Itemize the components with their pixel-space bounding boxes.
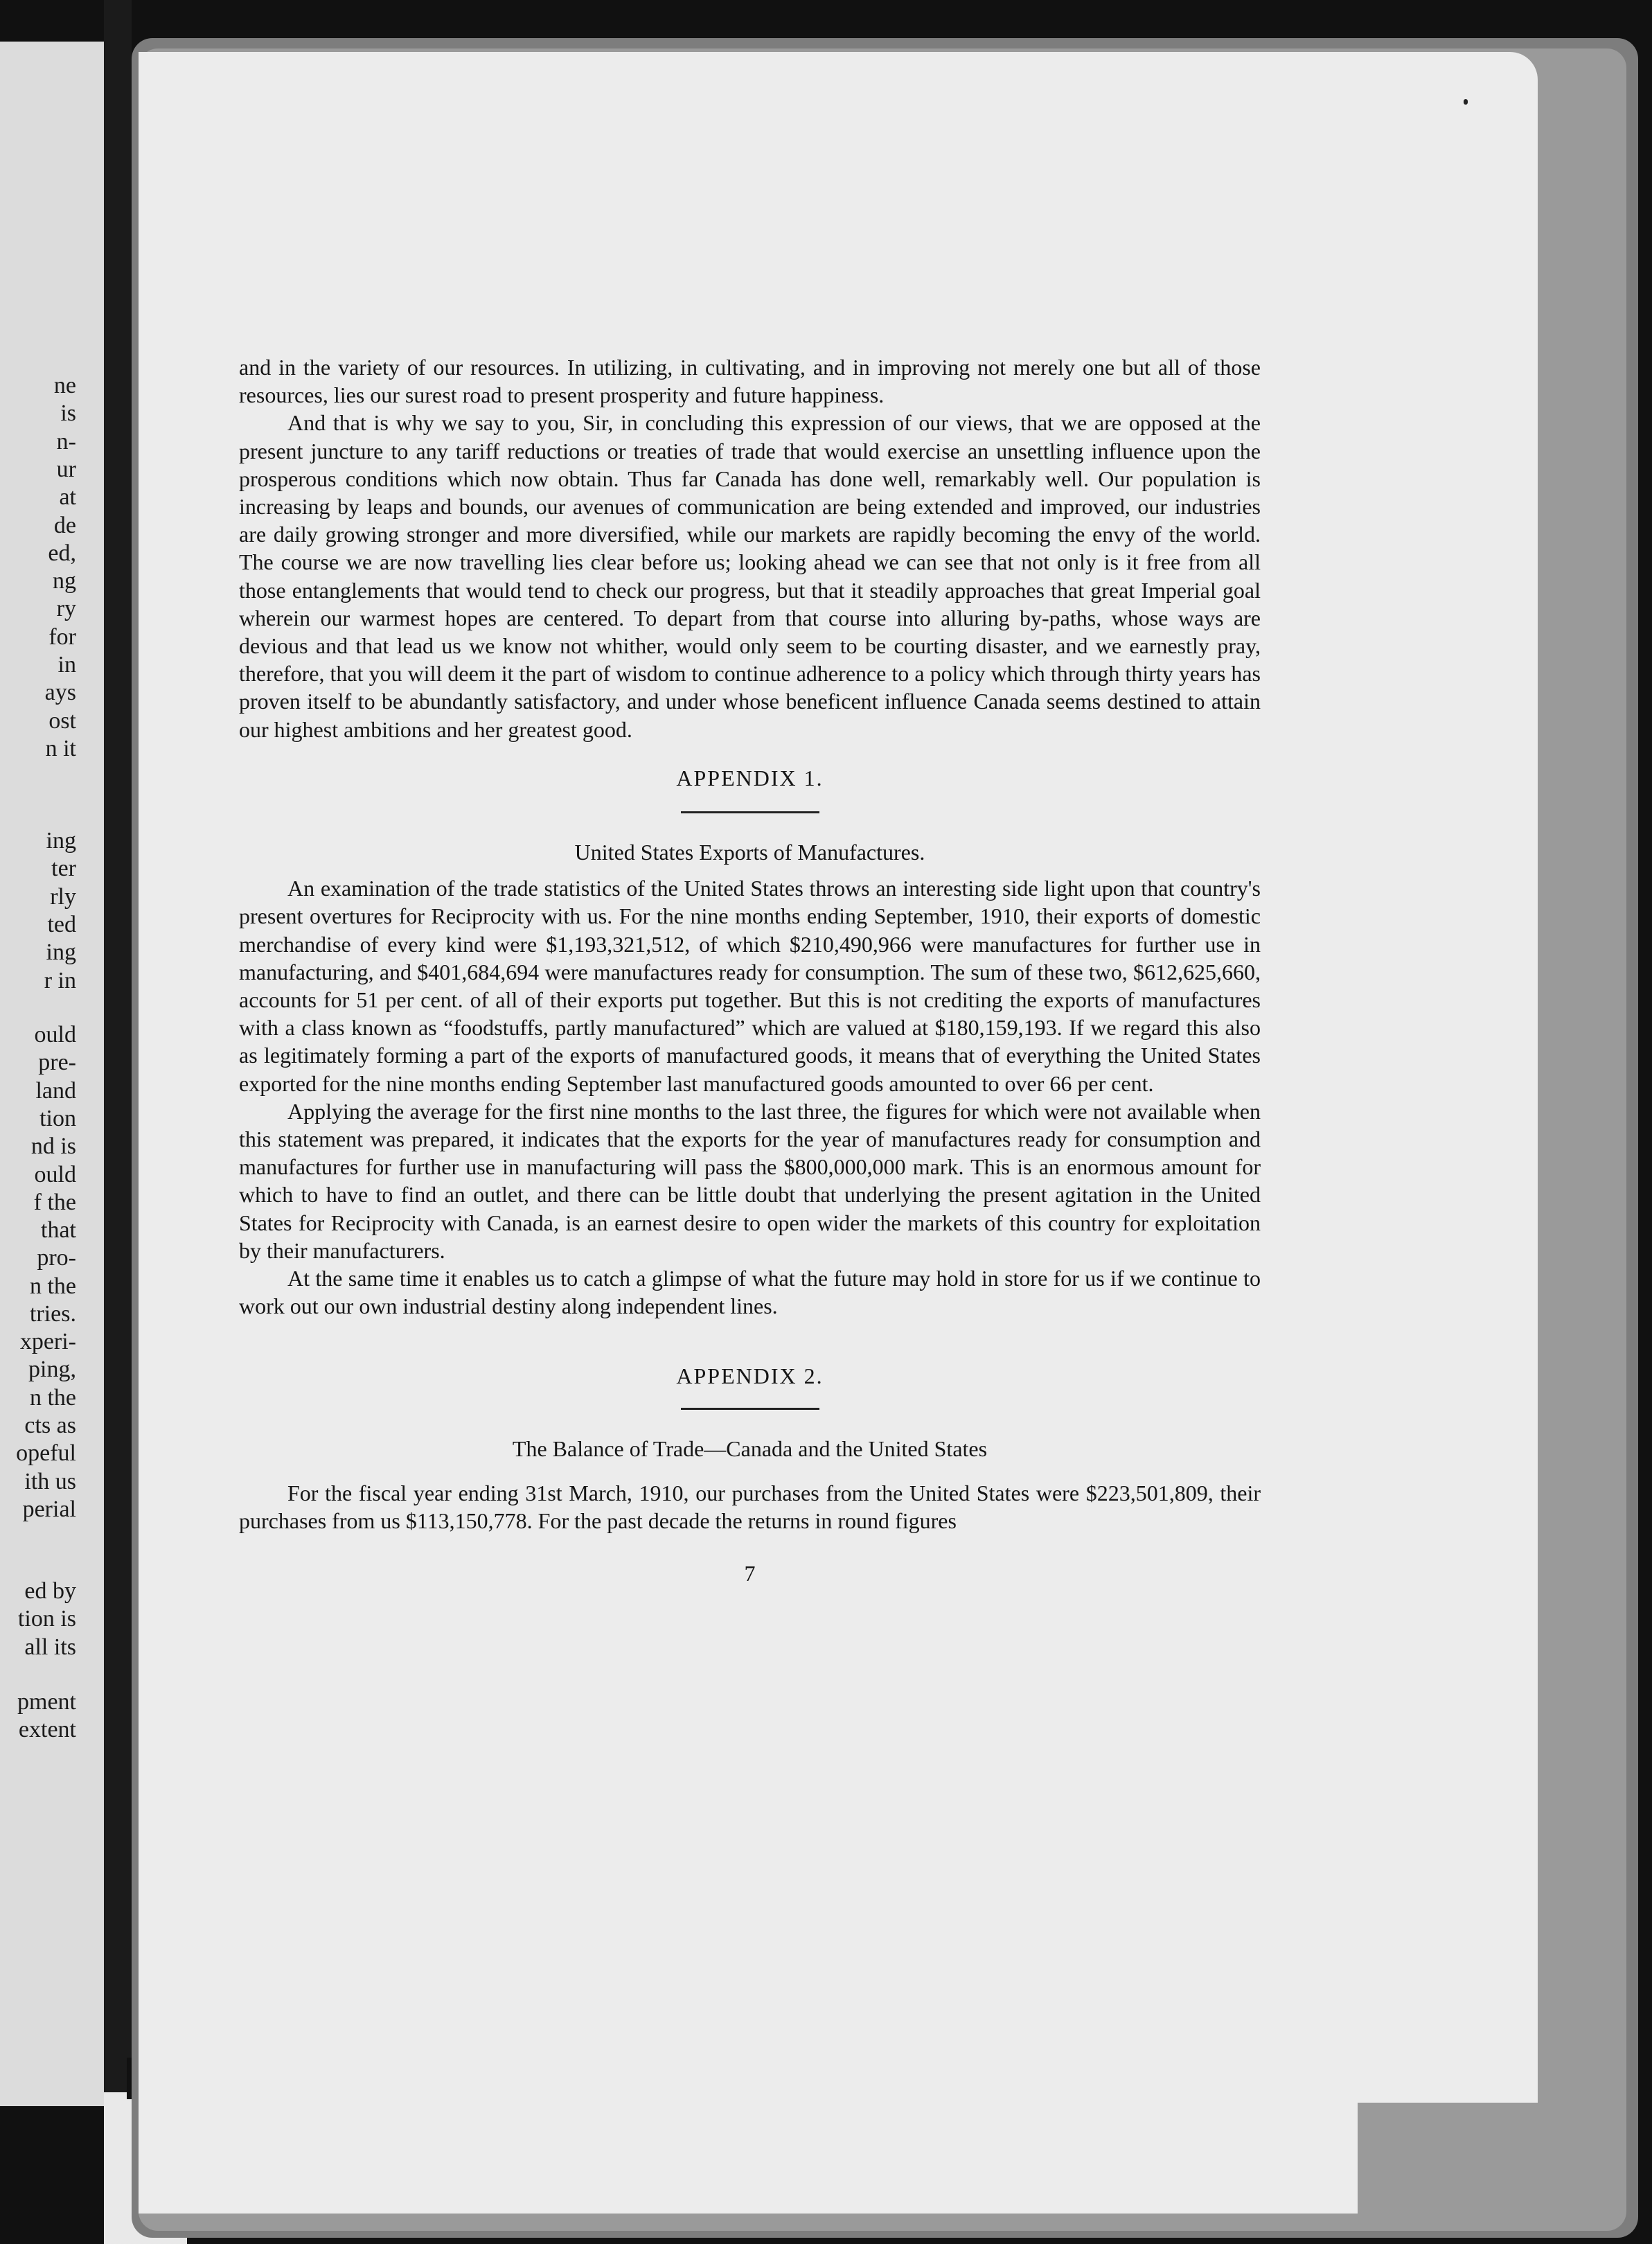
- previous-page-line: n the: [29, 1273, 76, 1299]
- previous-page-line: pment: [17, 1689, 76, 1715]
- previous-page-line: n-: [56, 428, 76, 454]
- previous-page-line: ry: [56, 596, 76, 622]
- previous-page-line: tion is: [17, 1606, 76, 1632]
- previous-page-line: ith us: [24, 1468, 76, 1494]
- previous-page-line: ed,: [48, 540, 76, 566]
- previous-page-line: extent: [18, 1717, 76, 1743]
- previous-page-line: ne: [53, 373, 76, 398]
- appendix-2-heading: APPENDIX 2.: [676, 1363, 824, 1388]
- previous-page-line: all its: [24, 1634, 76, 1660]
- previous-page-line: ould: [34, 1022, 76, 1048]
- previous-page-line: ping,: [28, 1357, 76, 1383]
- previous-page-line: ed by: [24, 1578, 76, 1604]
- previous-page-line: ted: [47, 911, 76, 937]
- previous-page-line: f the: [33, 1189, 76, 1215]
- previous-page-line: in: [57, 652, 76, 678]
- appendix-1-subheading: United States Exports of Manufactures.: [574, 840, 925, 865]
- previous-page-line: cts as: [24, 1412, 76, 1438]
- previous-page-line: that: [41, 1217, 76, 1244]
- previous-page-line: ter: [51, 856, 76, 882]
- ink-speck: [1464, 99, 1468, 105]
- previous-page-edge: [0, 42, 104, 2106]
- previous-page-line: is: [60, 400, 76, 427]
- appendix-1-paragraph-1: An examination of the trade statistics of the United States throws an interesting side light upon that country's present overtures for Reciprocity with us. For the nine months ending September, 1910, their exports of domestic merchandise of every kind were $1,193,321,512, of which $210,490,966 were manufactures for further use in manufacturing, and $401,684,694 were manufactures ready for consumption. The sum of these two, $612,625,660, accounts for 51 per cent. of all of their exports put together. But this is not crediting the exports of manufactures with a class known as “foodstuffs, partly manufactured” which are valued at $180,159,193. If we regard this also as legitimately forming a part of the exports of manufactured goods, it means that of everything the United States exported for the nine months ending September last manufactured goods amounted to over 66 per cent.: [239, 876, 1261, 1096]
- appendix-1-paragraph-2: Applying the average for the first nine months to the last three, the figures for which were not available when this statement was prepared, it indicates that the exports for the year of manufactures ready for consumption and manufactures for further use in manufacturing will pass the $800,000,000 mark. This is an enormous amount for which to have to find an outlet, and there can be little doubt that underlying the present agitation in the United States for Reciprocity with Canada, is an earnest desire to open wider the markets of this country for exploitation by their manufacturers.: [239, 1098, 1261, 1263]
- page-number: 7: [744, 1561, 756, 1587]
- previous-page-line: land: [35, 1077, 76, 1104]
- previous-page-line: at: [59, 484, 76, 511]
- previous-page-line: tion: [39, 1105, 76, 1131]
- previous-page-line: ing: [46, 939, 76, 966]
- previous-page-line: opeful: [16, 1440, 76, 1467]
- previous-page-line: pre-: [38, 1050, 76, 1076]
- previous-page-line: de: [53, 512, 76, 538]
- previous-page-line: rly: [50, 883, 76, 910]
- previous-page-line: for: [48, 624, 76, 650]
- previous-page-line: ould: [34, 1161, 76, 1187]
- closing-paragraph: And that is why we say to you, Sir, in concluding this expression of our views, that we are opposed at the present juncture to any tariff reductions or treaties of trade that would exercise an unsettling influence upon the prosperous conditions which now obtain. Thus far Canada has done well, remarkably well. Our population is increasing by leaps and bounds, our avenues of communication are being extended and improved, our industries are daily growing stronger and more diversified, while our markets are rapidly becoming the envy of the world. The course we are now travelling lies clear before us; looking ahead we can see that not only is it free from all those entanglements that would tend to check our progress, but that it steadily approaches that great Imperial goal wherein our warmest hopes are centered. To depart from that course into alluring by-paths, whose ways are devious and that lead us we know not whither, would only seem to be courting disaster, and we earnestly pray, therefore, that you will deem it the part of wisdom to continue adherence to a policy which through thirty years has proven itself to be abundantly satisfactory, and under whose beneficent influence Canada seems destined to attain our highest ambitions and her greatest good.: [239, 410, 1261, 742]
- previous-page-line: n the: [29, 1384, 76, 1411]
- opening-paragraph: and in the variety of our resources. In utilizing, in cultivating, and in improving not merely one but all of those resources, lies our surest road to present prosperity and future happiness.: [239, 355, 1261, 408]
- previous-page-line: ost: [48, 707, 76, 734]
- previous-page-line: ng: [53, 568, 76, 594]
- previous-page-line: n it: [45, 735, 76, 761]
- previous-page-line: ays: [44, 680, 76, 706]
- previous-page-line: r in: [44, 967, 76, 993]
- previous-page-line: xperi-: [19, 1329, 76, 1354]
- previous-page-line: nd is: [30, 1133, 76, 1160]
- appendix-2-subheading: The Balance of Trade—Canada and the United States: [512, 1435, 988, 1461]
- previous-page-line: perial: [22, 1496, 76, 1522]
- previous-page-line: ur: [56, 456, 76, 482]
- previous-page-line: pro-: [37, 1245, 76, 1271]
- appendix-1-paragraph-3: At the same time it enables us to catch a glimpse of what the future may hold in store for us if we continue to work out our own industrial destiny along independent lines.: [239, 1266, 1261, 1319]
- appendix-2-paragraph-1: For the fiscal year ending 31st March, 1910, our purchases from the United States were $223,501,809, their purchases from us $113,150,778. For the past decade the returns in round figures: [239, 1480, 1261, 1534]
- previous-page-line: tries.: [29, 1301, 76, 1327]
- page-sheet-lower: [139, 2103, 1358, 2214]
- previous-page-line: ing: [46, 828, 76, 854]
- page-text: [239, 353, 1261, 1588]
- appendix-1-heading: APPENDIX 1.: [676, 765, 824, 790]
- book-gutter: [104, 0, 132, 2244]
